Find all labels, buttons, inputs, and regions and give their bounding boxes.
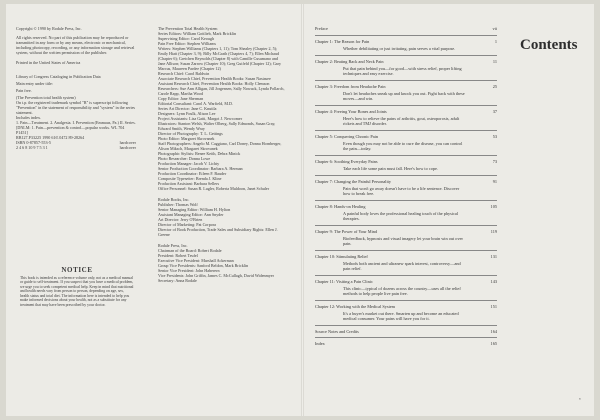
- toc-chapter[interactable]: [315, 131, 497, 156]
- credit-line: Composite Typesetter: Brenda J. Kline: [158, 176, 222, 181]
- cip-title: Library of Congress Cataloging in Publication Data: [16, 74, 101, 80]
- toc-chapter[interactable]: [315, 251, 497, 276]
- page-number: v: [579, 396, 581, 401]
- toc-chapter[interactable]: [315, 176, 497, 201]
- toc-entry-desc: This clinic—typical of dozens across the country—uses all the relief methods to help people live pain free.: [343, 286, 461, 296]
- credit-line: Production Manager: Jacob V. Lichty: [158, 161, 220, 166]
- credit-line: Designers: Lynn Foulk, Alison Lee: [158, 111, 216, 116]
- toc-index[interactable]: [315, 338, 497, 350]
- credit-line: Assistant Managing Editor: Ann Snyder: [158, 212, 224, 217]
- credit-line: Researchers: Sue Ann Alligan, Jill Jorgensen, Sally Nowack, Lynda Pollarch, Carole Rapp, Martha Wood: [158, 86, 285, 96]
- credit-line: Executive Vice President: Marshall Ackerman: [158, 258, 234, 263]
- isbn-numbers: 2 4 6 8 10 9 7 5 3 1: [16, 145, 48, 151]
- toc-entry-title: Chapter 11: Visiting a Pain Clinic: [315, 279, 373, 284]
- toc-chapter[interactable]: [315, 226, 497, 251]
- toc-entry-page: 53: [492, 134, 497, 139]
- credit-line: Rodale Press, Inc.: [158, 243, 188, 248]
- toc-entry-title: Chapter 12: Working with the Medical System: [315, 304, 396, 309]
- credit-line: Rodale Books, Inc.: [158, 197, 190, 202]
- toc-chapter[interactable]: [315, 276, 497, 301]
- credit-line: Group Vice Presidents: Sanford Beldon, Mark Bricklin: [158, 263, 249, 268]
- toc-chapter[interactable]: [315, 56, 497, 81]
- toc-entry-page: 164: [490, 329, 497, 334]
- toc-chapter[interactable]: [315, 301, 497, 326]
- toc-entry-desc: Pain that won't go away doesn't have to be a life sentence. Discover how to break free.: [343, 186, 460, 196]
- credit-line: Associate Research Chief, Prevention Health Books: Susan Nastasee: [158, 76, 271, 81]
- credit-line: Writers: Stephen Williams (Chapters 1, 11); Tom Shealey (Chapter 2, 5); Emily Hiatt (Chapter 3, 9); Billy McGrath (Chapters 4, 7); Ellen Michaud (Chapter 6); Gretchen Reynolds (Chapter 8) with Camille Cusumano and Jane Allison; Susan Zarrow (Chapter 10); Greg Gutfeld (Chapter 12); Gary Marcus, Maureen Pardee (Chapter 12): [158, 46, 282, 71]
- credit-line: Senior Vice President: John Haberern: [158, 268, 220, 273]
- credit-line: Vice Presidents: John Griffin, James C. McCullagh, David Widenmyer: [158, 273, 274, 278]
- toc-entry-desc: Whether debilitating or just irritating, pain serves a vital purpose.: [343, 46, 456, 51]
- credit-line: Assistant Research Chief, Prevention Health Books: Holly Clemson: [158, 81, 270, 86]
- isbn: ISBN 0-87857-553-5: [16, 140, 51, 146]
- notice-box: [20, 268, 134, 307]
- credits-block-3: [158, 243, 286, 283]
- cip-call-number: RB127.P33225 1990 616'.0472 89-28264: [16, 135, 85, 141]
- table-of-contents: [315, 26, 497, 350]
- book-spread: [6, 4, 594, 416]
- cip-entry: Main entry under title:: [16, 81, 53, 87]
- toc-entry-page: 151: [490, 304, 497, 309]
- toc-entry-page: 131: [490, 254, 497, 259]
- credit-line: Research Chief: Carol Baldwin: [158, 71, 210, 76]
- credits-block-1: [158, 26, 286, 191]
- toc-entry-desc: Take each life some pain must fall. Here's how to cope.: [343, 166, 438, 171]
- credit-line: Photo Researcher: Donna Lowe: [158, 156, 211, 161]
- credit-line: Art Director: Jerry O'Brien: [158, 217, 203, 222]
- toc-chapter[interactable]: [315, 36, 497, 56]
- printed-statement: Printed in the United States of America: [16, 59, 81, 65]
- toc-entry-title: Chapter 3: Freedom from Headache Pain: [315, 84, 386, 89]
- copyright-line: Copyright © 1990 by Rodale Press, Inc.: [16, 26, 82, 31]
- toc-entry-title: Index: [315, 341, 325, 346]
- toc-entry-page: 165: [490, 341, 497, 346]
- toc-entry-title: Chapter 9: The Power of Your Mind: [315, 229, 378, 234]
- printing-line: [16, 145, 136, 150]
- toc-entry-desc: Don't let headaches sneak up and knock you out. Fight back with these moves—and win.: [343, 91, 465, 101]
- toc-entry-desc: Here's how to relieve the pains of arthritis, gout, osteoporosis, adult rickets and TMJ disorder.: [343, 116, 460, 126]
- credit-line: Supervising Editor: Carol Keough: [158, 36, 215, 41]
- toc-entry-desc: Put that pain behind you—for good—with stress relief, proper lifting techniques and easy exercise.: [343, 66, 462, 76]
- credit-line: President: Robert Teufel: [158, 253, 198, 258]
- credit-line: Director of Book Production, Trade Sales and Subsidiary Rights: Ellen J. Greene: [158, 227, 278, 237]
- credit-line: Series Editors: William Gottlieb, Mark Bricklin: [158, 31, 236, 36]
- credit-line: Editorial Consultant: Carol A. Warfield, M.D.: [158, 101, 233, 106]
- toc-entry-desc: A painful body loves the professional healing touch of the physical therapies.: [343, 211, 459, 221]
- toc-entry-page: 37: [492, 109, 497, 114]
- toc-entry-title: Chapter 7: Changing the Painful Personality: [315, 179, 392, 184]
- credit-line: Secretary: Anna Rodale: [158, 278, 197, 283]
- toc-entry-title: Chapter 8: Hands-on Healing: [315, 204, 366, 209]
- toc-entry-page: 1: [494, 39, 497, 44]
- credit-line: Director of Marketing: Pat Corpora: [158, 222, 216, 227]
- credit-line: Publisher: Thomas Wolf: [158, 202, 198, 207]
- toc-entry-desc: Biofeedback, hypnosis and visual imagery let your brain win out over pain.: [343, 236, 463, 246]
- toc-entry-page: 105: [490, 204, 497, 209]
- toc-entry-desc: It's a buyer's market out there. Smarten up and become an educated medical consumer. Your pains will have you for it.: [343, 311, 459, 321]
- toc-chapter[interactable]: [315, 106, 497, 131]
- toc-entry-title: Chapter 6: Soothing Everyday Pains: [315, 159, 378, 164]
- toc-entry-page: 25: [492, 84, 497, 89]
- toc-preface[interactable]: [315, 26, 497, 36]
- toc-entry-title: Chapter 4: Freeing Your Bones and Joints: [315, 109, 387, 114]
- credits-column: [158, 26, 286, 289]
- credit-line: Staff Photographers: Angelo M. Caggiano, Carl Doney, Donna Hornberger, Alison Miksch, Margaret Skrovanek: [158, 141, 282, 151]
- toc-entry-title: Chapter 2: Beating Back and Neck Pain: [315, 59, 384, 64]
- credit-line: Director of Photography: T. L. Gettings: [158, 131, 223, 136]
- credit-line: Senior Production Coordinator: Barbara A. Herman: [158, 166, 243, 171]
- copyright-column: [16, 26, 136, 155]
- toc-entry-page: 91: [492, 179, 497, 184]
- credit-line: Pain Free Editor: Stephen Williams: [158, 41, 216, 46]
- cip-index: Includes index.: [16, 115, 42, 121]
- cip-subtitle: (The Prevention total health system): [16, 95, 76, 101]
- hardcover-label: hardcover: [119, 140, 136, 146]
- toc-sources[interactable]: [315, 326, 497, 338]
- credit-line: Copy Editor: Jane Sherman: [158, 96, 204, 101]
- toc-entry-page: vii: [492, 26, 497, 31]
- toc-entry-page: 73: [492, 159, 497, 164]
- toc-entry-page: 11: [492, 59, 497, 64]
- credit-line: Photographic Stylists: Renee Keith, Debra Minick: [158, 151, 241, 156]
- toc-entry-title: Source Notes and Credits: [315, 329, 359, 334]
- book-gutter: [301, 4, 304, 416]
- credit-line: Chairman of the Board: Robert Rodale: [158, 248, 222, 253]
- credit-line: The Prevention Total Health System: [158, 26, 218, 31]
- toc-entry-page: 143: [490, 279, 497, 284]
- toc-entry-desc: Methods both ancient and ultranew spark interest, controversy—and pain relief.: [343, 261, 461, 271]
- notice-title: NOTICE: [61, 266, 93, 274]
- credit-line: Office Personnel: Susan R. Lugler, Roberta Muldoon, Janet Schuler: [158, 186, 270, 191]
- rights-statement: All rights reserved. No part of this publication may be reproduced or transmitted in any form or by any means, electronic or mechanical, including photocopy, recording, or any information storage and retrieval system, without the written permission of the publisher.: [16, 35, 135, 56]
- toc-entry-title: Chapter 5: Conquering Chronic Pain: [315, 134, 379, 139]
- credits-block-2: [158, 197, 286, 237]
- toc-chapter[interactable]: [315, 156, 497, 176]
- cip-trademark: On t.p. the registered trademark symbol "R" is superscript following "Prevention" in the statement of responsibility and "system" in the series statement.: [16, 100, 136, 116]
- hardcover-label-2: hardcover: [119, 145, 136, 151]
- credit-line: Illustrators: Stanton Welsh, Walter Olberg, Sally Edmonds, Susan Gray, Edward Smith, Wendy Wray: [158, 121, 276, 131]
- toc-entry-title: Chapter 1: The Reason for Pain: [315, 39, 370, 44]
- credit-line: Project Assistants: Lisa Gatti, Margot J. Newcomer: [158, 116, 243, 121]
- credit-line: Production Assistant: Barbara Sellers: [158, 181, 220, 186]
- credit-line: Senior Managing Editor: William H. Hylton: [158, 207, 231, 212]
- credit-line: Photo Editor: Margaret Skrovanek: [158, 136, 215, 141]
- toc-chapter[interactable]: [315, 201, 497, 226]
- toc-entry-desc: Even though you may not be able to cure the disease, you can control the pain—today.: [343, 141, 463, 151]
- toc-chapter[interactable]: [315, 81, 497, 106]
- toc-entry-title: Chapter 10: Stimulating Relief: [315, 254, 368, 259]
- page-title: Contents: [520, 37, 578, 53]
- credit-line: Series Art Director: Jane C. Knutila: [158, 106, 217, 111]
- toc-entry-page: 119: [490, 229, 497, 234]
- book-title: Pain free.: [16, 88, 32, 94]
- cip-subjects: 1. Pain—Treatment. 2. Analgesia. I. Prevention (Emmaus, Pa.) II. Series. [DNLM: 1. Pain—prevention & control—popular works. WL 704 P1451]: [16, 120, 136, 136]
- notice-body: This book is intended as a reference volume only, not as a medical manual or guide to self-treatment. If you suspect that you have a medical problem, we urge you to seek competent medical help. Keep in mind that nutritional and health needs vary from person to person, depending on age, sex, health status and total diet. The information here is intended to help you make informed decisions about your health, not as a substitute for any treatment that may have been prescribed by your doctor.: [20, 275, 134, 307]
- credit-line: Production Coordinator: Eileen F. Bauder: [158, 171, 227, 176]
- toc-entry-title: Preface: [315, 26, 328, 31]
